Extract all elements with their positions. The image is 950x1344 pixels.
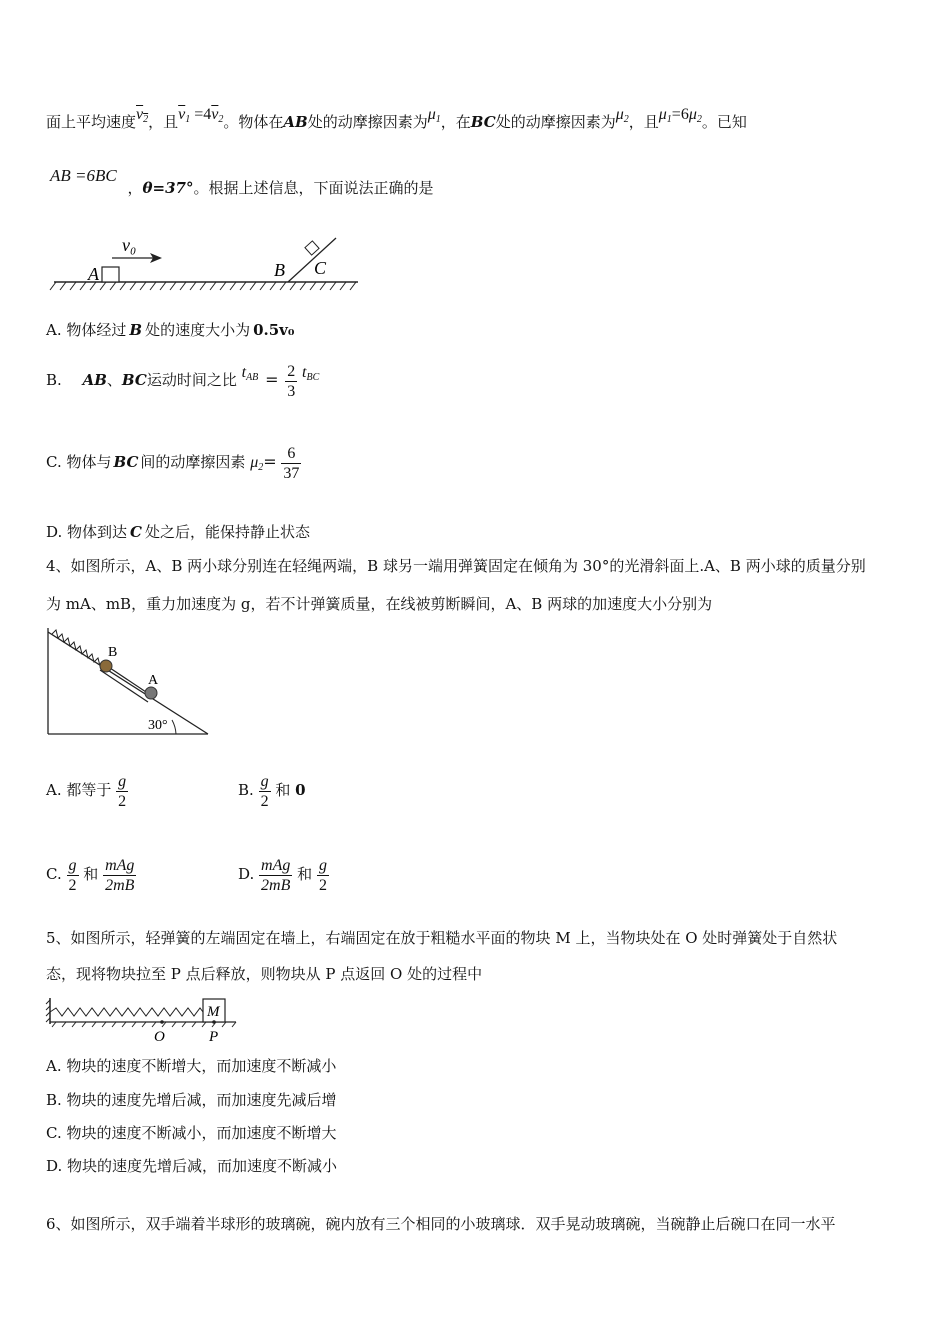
t-ab-symbol: $t_{AB}$	[241, 364, 259, 383]
ball-b	[100, 660, 112, 672]
mu1-symbol: $\mu_1$	[427, 106, 441, 125]
q5-option-b[interactable]: B. 物块的速度先增后减，而加速度先减后增	[46, 1091, 337, 1109]
fraction-mag-2mb-c: $\frac{\text{mAg}}{2mB}$	[105, 856, 135, 894]
q4-option-c[interactable]: C. $\frac{g}{2}$ 和 $\frac{\text{mAg}}{2mB}$	[46, 856, 135, 894]
fraction-g-2-d: $\frac{g}{2}$	[318, 856, 327, 894]
block-c	[305, 241, 319, 255]
t-bc-symbol: $t_{BC}$	[302, 364, 320, 383]
q4-stem-line1: 4、如图所示，A、B 两小球分别连在轻绳两端，B 球另一端用弹簧固定在倾角为 30°的光滑斜面上.A、B 两小球的质量分别	[46, 557, 866, 575]
label-ball-a: A	[148, 673, 159, 688]
q6-stem-line1: 6、如图所示，双手端着半球形的玻璃碗，碗内放有三个相同的小玻璃球．双手晃动玻璃碗，当碗静止后碗口在同一水平	[46, 1215, 836, 1233]
label-o: O	[154, 1029, 165, 1044]
q3-option-d[interactable]: D. 物体到达 C 处之后，能保持静止状态	[46, 523, 310, 541]
q5-stem-line1: 5、如图所示，轻弹簧的左端固定在墙上，右端固定在放于粗糙水平面的物块 M 上，当物块处在 O 处时弹簧处于自然状	[46, 929, 838, 947]
fraction-2-3: $\frac{2}{3}$	[287, 362, 296, 400]
mu2-symbol-c: $\mu_2$	[250, 454, 264, 473]
q4-stem-line2: 为 mA、mB，重力加速度为 g，若不计弹簧质量，在线被剪断瞬间，A、B 两球的加速度大小分别为	[46, 595, 713, 613]
q3-option-b[interactable]: B. AB、BC运动时间之比 $t_{AB}$ = $\frac{2}{3}$ $t_{BC}$	[46, 362, 320, 400]
q4-option-d[interactable]: D. $\frac{\text{mAg}}{2mB}$ 和 $\frac{g}{2}$	[238, 856, 327, 894]
fraction-g-2-b: $\frac{g}{2}$	[260, 772, 269, 810]
spring-block-figure	[44, 996, 244, 1044]
incline-spring-balls-figure	[44, 626, 214, 738]
label-p: P	[209, 1029, 219, 1044]
q3-stem-line1: 面上平均速度$v_2$，且$\overline{v}_1 =4\overline{v}_2$。物体在AB处的动摩擦因素为$\mu_1$，在BC处的动摩擦因素为$\mu_2$，且$\mu_1=6\mu_2$。已知	[46, 106, 747, 131]
q4-option-b[interactable]: B. $\frac{g}{2}$ 和 0	[238, 772, 306, 810]
incline-block-figure	[46, 234, 366, 296]
v2-bar-symbol: $v_2$	[136, 106, 149, 125]
block-a	[102, 267, 119, 282]
fraction-mag-2mb-d: $\frac{\text{mAg}}{2mB}$	[261, 856, 291, 894]
fraction-g-2: $\frac{g}{2}$	[118, 772, 127, 810]
mu2-symbol: $\mu_2$	[615, 106, 629, 125]
label-a: A	[88, 264, 99, 284]
q4-option-a[interactable]: A. 都等于 $\frac{g}{2}$	[46, 772, 127, 810]
q5-stem-line2: 态，现将物块拉至 P 点后释放，则物块从 P 点返回 O 处的过程中	[46, 965, 483, 983]
q5-option-a[interactable]: A. 物块的速度不断增大，而加速度不断减小	[46, 1057, 337, 1075]
label-b: B	[274, 260, 285, 280]
q5-option-d[interactable]: D. 物块的速度先增后减，而加速度不断减小	[46, 1157, 338, 1175]
angle-label: 30°	[148, 718, 168, 733]
v1-eq-4v2: $\overline{v}_1 =4\overline{v}_2$	[178, 106, 224, 125]
fraction-6-37: $\frac{6}{37}$	[283, 444, 300, 482]
q3-stem-line2: AB =6BC ，θ=37°。根据上述信息，下面说法正确的是	[50, 166, 434, 197]
q3-option-a[interactable]: A. 物体经过 B 处的速度大小为 0.5v₀	[46, 321, 295, 339]
ab-eq-6bc: AB =6BC	[50, 166, 117, 185]
label-ball-b: B	[108, 645, 118, 660]
q5-option-c[interactable]: C. 物块的速度不断减小，而加速度不断增大	[46, 1124, 337, 1142]
ball-a	[145, 687, 157, 699]
fraction-g-2-c: $\frac{g}{2}$	[68, 856, 77, 894]
v0-label: v₀	[122, 235, 137, 255]
label-m: M	[207, 1004, 220, 1020]
label-c: C	[314, 258, 327, 278]
mu1-eq-6mu2: $\mu_1=6\mu_2$	[658, 106, 702, 125]
q3-option-c[interactable]: C. 物体与 BC 间的动摩擦因素 $\mu_2=$ $\frac{6}{37}$	[46, 444, 300, 482]
